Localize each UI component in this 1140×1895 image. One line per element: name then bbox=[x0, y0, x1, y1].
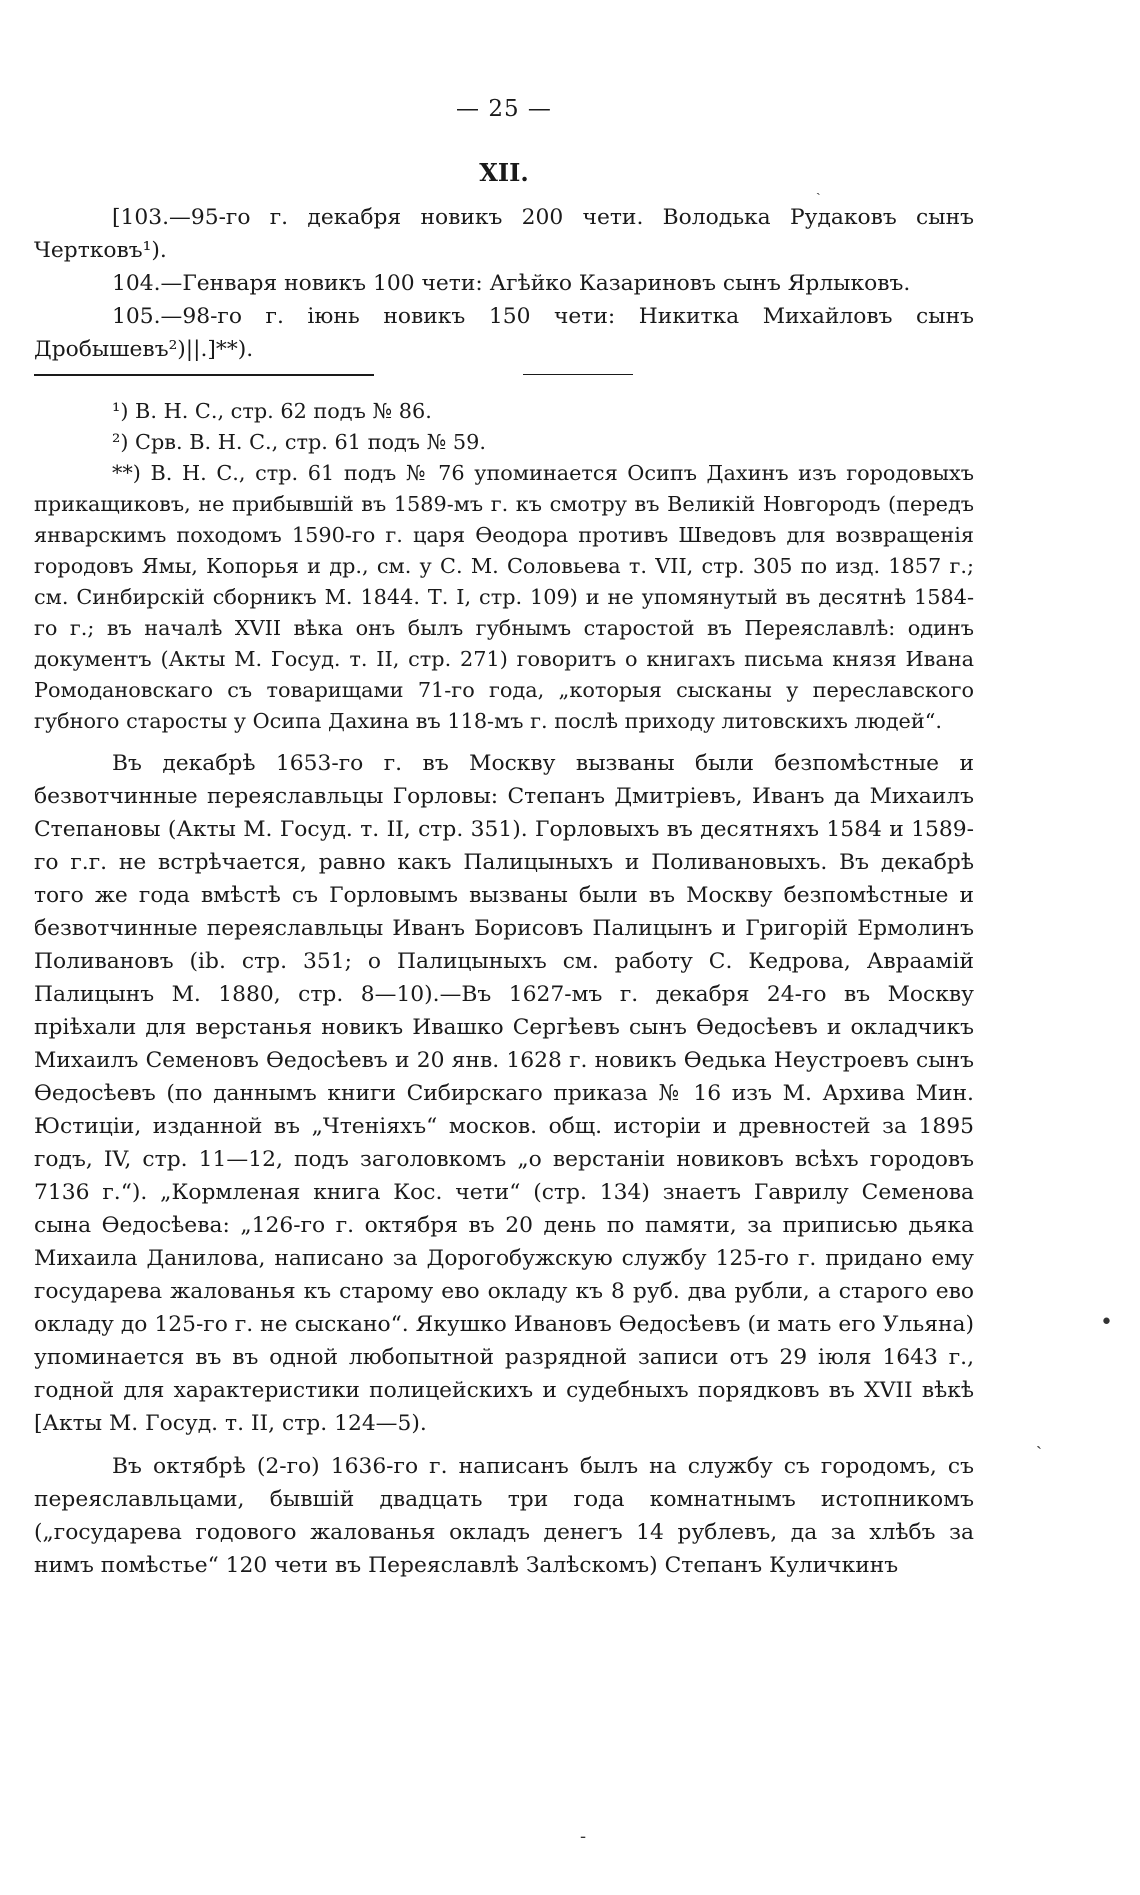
page-number: — 25 — bbox=[456, 96, 552, 122]
footnote-rule bbox=[34, 374, 374, 376]
scan-tick: ˏ bbox=[1036, 1429, 1042, 1450]
body-text bbox=[34, 747, 974, 1582]
scan-speck: ˎ bbox=[816, 180, 821, 196]
scan-dash: - bbox=[580, 1826, 587, 1847]
entries-list bbox=[34, 201, 974, 366]
entry-104: 104.—Генваря новикъ 100 чети: Агѣйко Казариновъ сынъ Ярлыковъ. bbox=[112, 271, 911, 296]
footnotes bbox=[34, 396, 974, 737]
section-rule bbox=[523, 374, 633, 375]
entry-103: [103.—95-го г. декабря новикъ 200 чети. Володька Рудаковъ сынъ Чертковъ¹). bbox=[34, 205, 974, 263]
document-page bbox=[34, 96, 974, 1584]
footnote-star: **) В. Н. С., стр. 61 подъ № 76 упоминается Осипъ Дахинъ изъ городовыхъ прикащиковъ, не прибывшій въ 1589-мъ г. къ смотру въ Великій Новгородъ (передъ январскимъ походомъ 1590-го г. царя Ѳеодора противъ Шведовъ для возвращенія городовъ Ямы, Копорья и др., см. у С. М. Соловьева т. VII, стр. 305 по изд. 1857 г.; см. Синбирскій сборникъ М. 1844. Т. I, стр. 109) и не упомянутый въ десятнѣ 1584-го г.; въ началѣ XVII вѣка онъ былъ губнымъ старостой въ Переяславлѣ: одинъ документъ (Акты М. Госуд. т. II, стр. 271) говоритъ о книгахъ письма князя Ивана Ромодановскаго съ товарищами 71-го года, „которыя сысканы у переславского губного старосты у Осипа Дахина въ 118-мъ г. послѣ приходу литовскихъ людей“. bbox=[34, 461, 974, 733]
footnote-separator bbox=[34, 366, 974, 384]
entry-105: 105.—98-го г. іюнь новикъ 150 чети: Никитка Михайловъ сынъ Дробышевъ²)||.]**). bbox=[34, 304, 974, 362]
footnote-1: ¹) В. Н. С., стр. 62 подъ № 86. bbox=[112, 399, 432, 423]
body-paragraph-2: Въ октябрѣ (2-го) 1636-го г. написанъ былъ на службу съ городомъ, съ переяславльцами, бывшій двадцать три года комнатнымъ истопникомъ („государева годового жалованья окладъ денегъ 14 рублевъ, да за хлѣбъ за нимъ помѣстье“ 120 чети въ Переяславлѣ Залѣскомъ) Степанъ Куличкинъ bbox=[34, 1454, 974, 1578]
body-paragraph-1: Въ декабрѣ 1653-го г. въ Москву вызваны были безпомѣстные и безвотчинные переяславльцы Горловы: Степанъ Дмитріевъ, Иванъ да Михаилъ Степановы (Акты М. Госуд. т. II, стр. 351). Горловыхъ въ десятняхъ 1584 и 1589-го г.г. не встрѣчается, равно какъ Палицыныхъ и Поливановыхъ. Въ декабрѣ того же года вмѣстѣ съ Горловымъ вызваны были въ Москву безпомѣстные и безвотчинные переяславльцы Иванъ Борисовъ Палицынъ и Григорій Ермолинъ Поливановъ (ib. стр. 351; о Палицыныхъ см. работу С. Кедрова, Авраамій Палицынъ М. 1880, стр. 8—10).—Въ 1627-мъ г. декабря 24-го въ Москву пріѣхали для верстанья новикъ Ивашко Сергѣевъ сынъ Ѳедосѣевъ и окладчикъ Михаилъ Семеновъ Ѳедосѣевъ и 20 янв. 1628 г. новикъ Ѳедька Неустроевъ сынъ Ѳедосѣевъ (по даннымъ книги Сибирскаго приказа № 16 изъ М. Архива Мин. Юстиціи, изданной въ „Чтеніяхъ“ москов. общ. исторіи и древностей за 1895 годъ, IV, стр. 11—12, подъ заголовкомъ „о верстаніи новиковъ всѣхъ городовъ 7136 г.“). „Кормленая книга Кос. чети“ (стр. 134) знаетъ Гаврилу Семенова сына Ѳедосѣева: „126-го г. октября въ 20 день по памяти, за приписью дьяка Михаила Данилова, написано за Дорогобужскую службу 125-го г. придано ему государева жалованья къ старому ево окладу къ 8 руб. два рубли, а старого ево окладу до 125-го г. не сыскано“. Якушко Ивановъ Ѳедосѣевъ (и мать его Ульяна) упоминается въ въ одной любопытной разрядной записи отъ 29 іюля 1643 г., годной для характеристики полицейскихъ и судебныхъ порядковъ въ XVII вѣкѣ [Акты М. Госуд. т. II, стр. 124—5). bbox=[34, 751, 974, 1436]
scan-dot: • bbox=[1100, 1310, 1113, 1335]
section-title: XII. bbox=[479, 158, 529, 187]
footnote-2: ²) Срв. В. Н. С., стр. 61 подъ № 59. bbox=[112, 430, 486, 454]
